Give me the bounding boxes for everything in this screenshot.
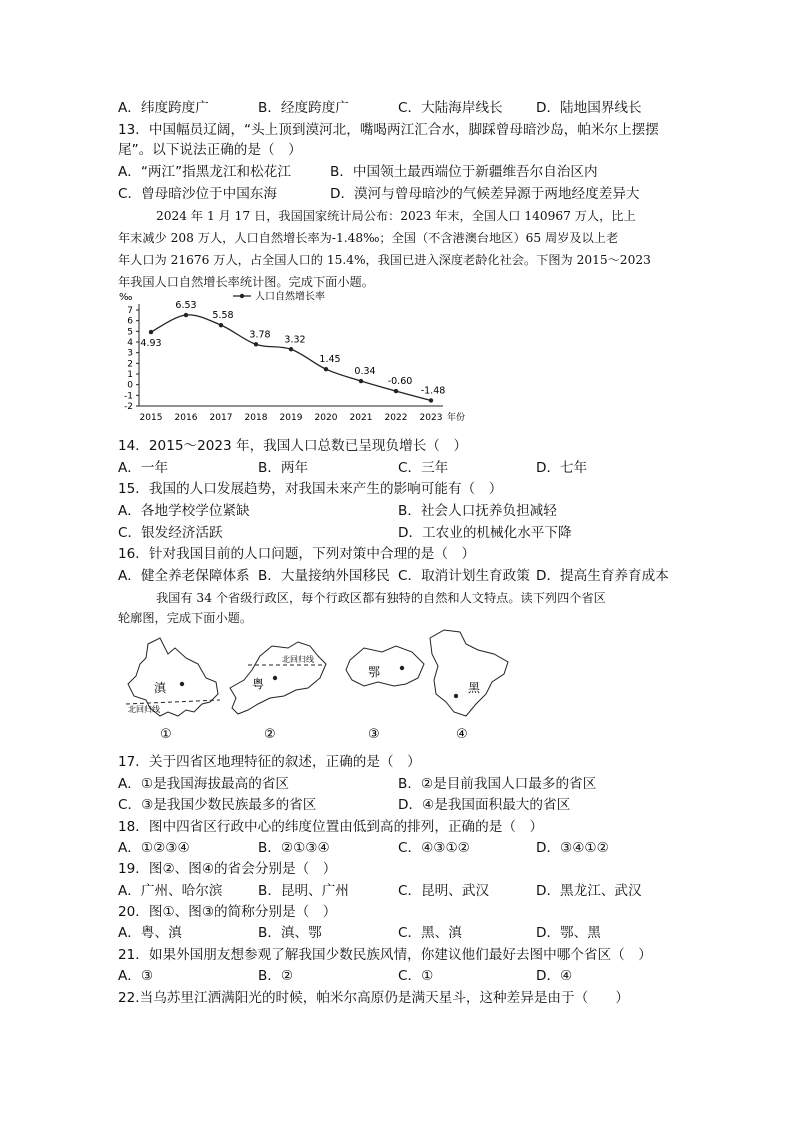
- q15-option-d: D．工农业的机械化水平下降: [398, 525, 572, 541]
- q12-option-c: C．大陆海岸线长: [398, 100, 503, 116]
- y-axis-unit: ‰: [119, 292, 133, 303]
- q12-option-a: A．纬度跨度广: [118, 100, 209, 116]
- guangdong-outline: [230, 642, 326, 714]
- data-point: [149, 330, 153, 334]
- passage1-line4: 年我国人口自然增长率统计图。完成下面小题。: [118, 275, 374, 289]
- q15-option-c: C．银发经济活跃: [118, 525, 223, 541]
- series-line: [151, 315, 431, 401]
- q14-stem: 14．2015～2023 年，我国人口总数已呈现负增长（ ）: [118, 438, 468, 454]
- wuhan-dot: [400, 666, 404, 670]
- q14-option-a: A．一年: [118, 460, 169, 476]
- hubei-outline: [346, 646, 424, 686]
- x-tick-label: 2018: [244, 413, 268, 423]
- passage1-line3: 年人口为 21676 万人，占全国人口的 15.4%，我国已进入深度老龄化社会。下图为 2015～2023: [118, 253, 651, 267]
- q19-option-c: C．昆明、武汉: [398, 883, 490, 899]
- x-tick-label: 2019: [279, 413, 303, 423]
- map3-label: 鄂: [368, 665, 381, 679]
- data-label: -0.60: [387, 376, 413, 388]
- data-label: 6.53: [175, 300, 197, 312]
- q15-stem: 15．我国的人口发展趋势，对我国未来产生的影响可能有（ ）: [118, 481, 503, 497]
- data-label: 3.78: [249, 329, 271, 341]
- q20-option-a: A．粤、滇: [118, 925, 182, 941]
- q21-option-d: D．④: [536, 968, 573, 984]
- data-point: [429, 398, 433, 402]
- q21-option-c: C．①: [398, 968, 434, 984]
- q20-option-c: C．黑、滇: [398, 925, 462, 941]
- x-tick-label: 2017: [209, 413, 233, 423]
- x-tick-label: 2021: [349, 413, 373, 423]
- passage2-line1: 我国有 34 个省级行政区，每个行政区都有独特的自然和人文特点。读下列四个省区: [156, 591, 606, 605]
- q13-option-a: A．“两江”指黑龙江和松花江: [118, 164, 291, 180]
- q19-option-a: A．广州、哈尔滨: [118, 883, 223, 899]
- q13-option-d: D．漠河与曾母暗沙的气候差异源于两地经度差异大: [330, 186, 640, 202]
- heilongjiang-outline: [430, 630, 508, 716]
- passage1-line2: 年末减少 208 万人，人口自然增长率为-1.48‰；全国（不含港澳台地区）65 周岁及以上老: [118, 231, 619, 245]
- q21-option-a: A．③: [118, 968, 154, 984]
- q14-option-c: C．三年: [398, 460, 449, 476]
- harbin-dot: [454, 694, 458, 698]
- q18-stem: 18．图中四省区行政中心的纬度位置由低到高的排列，正确的是（ ）: [118, 819, 544, 835]
- q20-stem: 20．图①、图③的简称分别是（ ）: [118, 904, 337, 920]
- data-point: [219, 323, 223, 327]
- y-tick-label: -1: [124, 391, 133, 402]
- map2-tropic-label: 北回归线: [282, 655, 314, 664]
- population-growth-chart: [115, 288, 475, 430]
- y-tick-label: 7: [127, 306, 133, 316]
- passage2-line2: 轮廓图，完成下面小题。: [118, 611, 253, 625]
- q16-option-a: A．健全养老保障体系: [118, 568, 250, 584]
- q18-option-a: A．①②③④: [118, 840, 190, 856]
- province-outline-maps: [120, 624, 520, 748]
- q13-stem-line2: 尾”。以下说法正确的是（ ）: [118, 142, 302, 158]
- y-tick-label: 4: [127, 338, 133, 348]
- q19-stem: 19．图②、图④的省会分别是（ ）: [118, 861, 337, 877]
- map4-number: ④: [456, 727, 468, 742]
- kunming-dot: [180, 682, 184, 686]
- q16-option-b: B．大量接纳外国移民: [258, 568, 390, 584]
- q16-option-d: D．提高生育养育成本: [536, 568, 669, 584]
- x-tick-label: 2023: [419, 413, 443, 423]
- guangzhou-dot: [273, 676, 277, 680]
- legend-marker: [240, 294, 244, 298]
- q15-option-a: A．各地学校学位紧缺: [118, 503, 250, 519]
- map-yunnan: [126, 638, 220, 742]
- map1-tropic-label: 北回归线: [128, 705, 160, 714]
- q18-option-d: D．③④①②: [536, 840, 609, 856]
- y-tick-label: 0: [127, 380, 133, 391]
- q17-option-a: A．①是我国海拔最高的省区: [118, 776, 290, 792]
- x-tick-label: 2022: [384, 413, 408, 423]
- q17-option-d: D．④是我国面积最大的省区: [398, 797, 571, 813]
- q17-stem: 17．关于四省区地理特征的叙述，正确的是（ ）: [118, 754, 421, 770]
- map1-number: ①: [160, 727, 172, 742]
- data-label: 5.58: [212, 310, 234, 322]
- q21-stem: 21．如果外国朋友想参观了解我国少数民族风情，你建议他们最好去图中哪个省区（ ）: [118, 947, 652, 963]
- data-label: 1.45: [319, 354, 341, 366]
- passage1-line1: 2024 年 1 月 17 日，我国国家统计局公布：2023 年末，全国人口 140967 万人，比上: [156, 209, 636, 223]
- x-tick-label: 2016: [174, 413, 198, 423]
- q13-stem-line1: 13．中国幅员辽阔，“头上顶到漠河北，嘴喝两江汇合水，脚踩曾母暗沙岛，帕米尔上摆摆: [118, 122, 659, 138]
- q19-option-b: B．昆明、广州: [258, 883, 349, 899]
- y-tick-label: 5: [127, 327, 133, 338]
- q18-option-b: B．②①③④: [258, 840, 330, 856]
- x-tick-label: 2015: [139, 413, 163, 423]
- q19-option-d: D．黑龙江、武汉: [536, 883, 642, 899]
- data-point: [359, 379, 363, 383]
- y-tick-label: 1: [127, 370, 133, 380]
- map3-number: ③: [368, 727, 380, 742]
- map-hubei: [346, 646, 424, 742]
- q16-stem: 16．针对我国目前的人口问题，下列对策中合理的是（ ）: [118, 546, 476, 562]
- map-heilongjiang: [430, 630, 508, 742]
- data-point: [394, 389, 398, 393]
- data-point: [254, 342, 258, 346]
- q20-option-b: B．滇、鄂: [258, 925, 322, 941]
- q18-option-c: C．④③①②: [398, 840, 470, 856]
- x-axis-label: 年份: [447, 413, 466, 423]
- y-tick-label: 2: [127, 359, 133, 370]
- q13-option-c: C．曾母暗沙位于中国东海: [118, 186, 278, 202]
- q15-option-b: B．社会人口抚养负担减轻: [398, 503, 557, 519]
- data-label: 3.32: [284, 334, 306, 346]
- q16-option-c: C．取消计划生育政策: [398, 568, 530, 584]
- q12-option-d: D．陆地国界线长: [536, 100, 642, 116]
- y-tick-label: 3: [127, 348, 133, 359]
- q12-option-b: B．经度跨度广: [258, 100, 349, 116]
- y-tick-label: -2: [124, 402, 133, 412]
- q22-stem: 22.当乌苏里江洒满阳光的时候，帕米尔高原仍是满天星斗，这种差异是由于（ ）: [118, 990, 629, 1006]
- map1-label: 滇: [154, 681, 167, 695]
- map-guangdong: [230, 642, 326, 742]
- q13-option-b: B．中国领土最西端位于新疆维吾尔自治区内: [330, 164, 598, 180]
- q21-option-b: B．②: [258, 968, 294, 984]
- data-label: 0.34: [354, 366, 376, 378]
- data-point: [289, 347, 293, 351]
- q14-option-b: B．两年: [258, 460, 309, 476]
- data-point: [184, 313, 188, 317]
- q20-option-d: D．鄂、黑: [536, 925, 601, 941]
- map2-label: 粤: [252, 677, 265, 691]
- data-label: 4.93: [140, 338, 162, 350]
- map2-number: ②: [264, 727, 276, 742]
- map4-label: 黑: [468, 681, 481, 695]
- y-tick-label: 6: [127, 316, 133, 327]
- q14-option-d: D．七年: [536, 460, 588, 476]
- q17-option-b: B．②是目前我国人口最多的省区: [398, 776, 597, 792]
- x-tick-label: 2020: [314, 413, 338, 423]
- q17-option-c: C．③是我国少数民族最多的省区: [118, 797, 317, 813]
- data-point: [324, 367, 328, 371]
- legend-label: 人口自然增长率: [255, 291, 325, 303]
- data-label: -1.48: [420, 385, 446, 397]
